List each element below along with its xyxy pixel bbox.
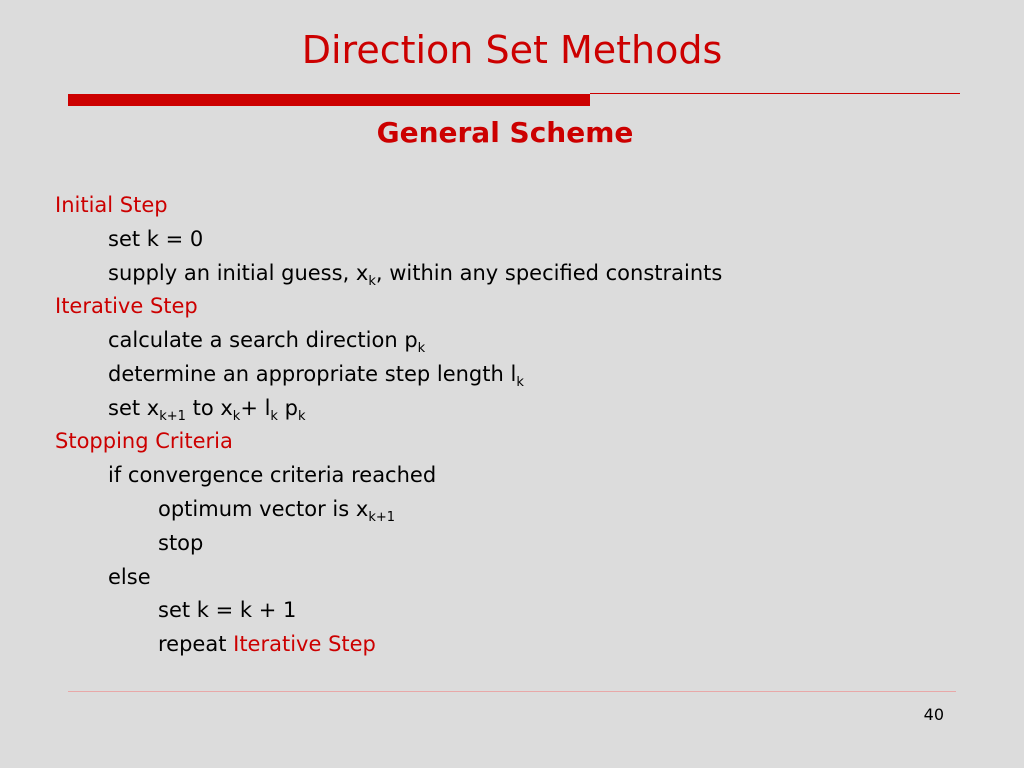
stopping-criteria-heading: Stopping Criteria [55, 429, 233, 453]
iterative-step-heading: Iterative Step [55, 294, 198, 318]
title-underline-thick [68, 94, 590, 106]
stopping-criteria-line-5: set k = k + 1 [158, 598, 297, 622]
slide-subtitle: General Scheme [376, 116, 634, 149]
stopping-criteria-line-1: if convergence criteria reached [108, 463, 437, 487]
stopping-criteria-line-3: stop [158, 531, 204, 555]
title-underline-thin [590, 93, 960, 94]
iterative-step-line-3: set $x_{k+1}$ to $x_k+ l_k$ $p_k$ [108, 396, 306, 424]
initial-step-line-2: supply an initial guess, $x_k$, within any specified constraints [108, 261, 723, 289]
iterative-step-reference: Iterative Step [233, 632, 376, 656]
initial-step-heading: Initial Step [55, 193, 168, 217]
footer-divider [68, 691, 956, 692]
initial-step-line-1: set k = 0 [108, 227, 204, 251]
stopping-criteria-line-6: repeat Iterative Step [158, 632, 376, 656]
slide-title: Direction Set Methods [301, 28, 723, 72]
iterative-step-line-2: determine an appropriate step length $l_k$ [108, 362, 524, 390]
stopping-criteria-line-2: optimum vector is $x_{k+1}$ [158, 497, 396, 525]
iterative-step-line-1: calculate a search direction $p_k$ [108, 328, 426, 356]
page-number: 40 [923, 705, 944, 724]
stopping-criteria-line-4: else [108, 565, 151, 589]
